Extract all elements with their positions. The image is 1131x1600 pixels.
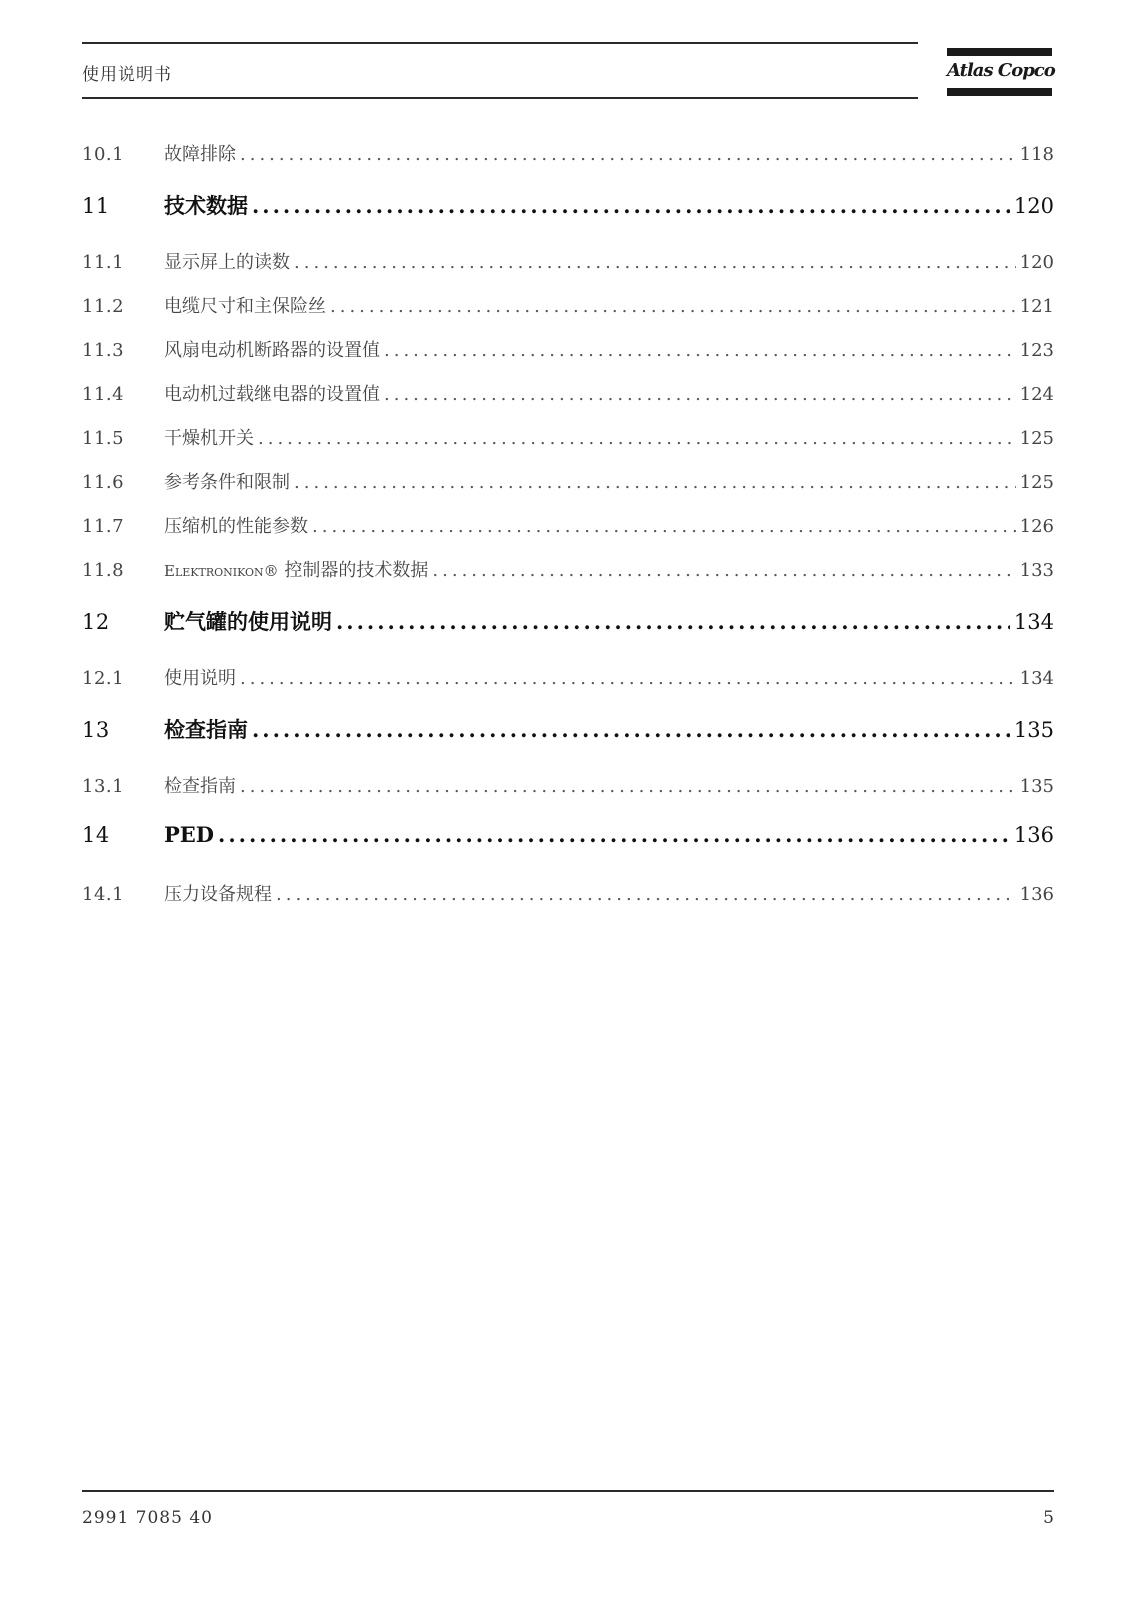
toc-title: 显示屏上的读数 [164,252,290,273]
header-rule-top [82,42,918,44]
toc-entry-11-7[interactable] [82,512,1054,556]
header-title: 使用说明书 [82,65,172,85]
toc-entry-14-1[interactable] [82,880,1054,924]
toc-number: 11.5 [82,428,125,449]
toc-leader-dots [218,822,1010,847]
toc-leader-dots [312,516,1016,537]
logo-text: Atlas Copco [947,60,1055,81]
toc-page-number: 133 [1019,560,1054,581]
toc-title-text: 控制器的技术数据 [278,560,429,581]
toc-page-number: 124 [1019,384,1054,405]
toc-number: 10.1 [82,144,125,165]
toc-number: 11.7 [82,516,125,537]
toc-title: 参考条件和限制 [164,472,290,493]
toc-page-number: 136 [1019,884,1054,905]
toc-title: 技术数据 [164,193,248,218]
toc-entry-11-8[interactable] [82,556,1054,600]
toc-leader-dots [240,668,1016,689]
toc-page-number: 134 [1019,668,1054,689]
page-footer [82,1490,1054,1550]
toc-page-number: 118 [1019,144,1054,165]
toc-page-number: 120 [1013,194,1054,218]
toc-leader-dots [336,609,1010,634]
toc-page-number: 121 [1019,296,1054,317]
page-header [82,42,1082,102]
toc-leader-dots [276,884,1016,905]
toc-title: 检查指南 [164,776,236,797]
toc-entry-11-5[interactable] [82,424,1054,468]
header-rule-bottom [82,97,918,99]
toc-number: 11.8 [82,560,125,581]
toc-number: 14.1 [82,884,125,905]
toc-leader-dots [294,472,1016,493]
toc-page-number: 135 [1019,776,1054,797]
toc-entry-13-1[interactable] [82,772,1054,816]
document-number: 2991 7085 40 [82,1508,213,1528]
footer-rule [82,1490,1054,1492]
toc-title: 电缆尺寸和主保险丝 [164,296,326,317]
toc-page-number: 125 [1019,428,1054,449]
toc-entry-11-3[interactable] [82,336,1054,380]
toc-title: 故障排除 [164,144,236,165]
toc-title: 电动机过载继电器的设置值 [164,384,380,405]
toc-number: 11.4 [82,384,125,405]
table-of-contents [82,140,1054,924]
toc-leader-dots [384,340,1016,361]
toc-leader-dots [258,428,1016,449]
toc-number: 11.6 [82,472,125,493]
toc-number: 11 [82,194,110,218]
toc-title: 压缩机的性能参数 [164,516,308,537]
toc-title: 风扇电动机断路器的设置值 [164,340,380,361]
toc-title [164,556,432,582]
toc-title-brand: Elektronikon® [164,562,279,580]
toc-title: 干燥机开关 [164,428,254,449]
toc-title: 使用说明 [164,668,236,689]
toc-entry-11-4[interactable] [82,380,1054,424]
toc-entry-14[interactable] [82,816,1054,880]
toc-entry-12-1[interactable] [82,664,1054,708]
toc-number: 11.3 [82,340,125,361]
toc-page-number: 135 [1013,718,1054,742]
toc-title: 检查指南 [164,717,248,742]
toc-number: 11.2 [82,296,125,317]
toc-page-number: 134 [1013,610,1054,634]
toc-entry-10-1[interactable] [82,140,1054,184]
toc-entry-13[interactable] [82,708,1054,772]
atlas-copco-logo [947,44,1055,100]
toc-entry-12[interactable] [82,600,1054,664]
toc-entry-11[interactable] [82,184,1054,248]
toc-page-number: 136 [1013,823,1054,847]
logo-bar-top [947,48,1052,56]
toc-number: 12 [82,610,110,634]
toc-number: 12.1 [82,668,125,689]
logo-bar-bottom [947,88,1052,96]
toc-entry-11-6[interactable] [82,468,1054,512]
toc-entry-11-1[interactable] [82,248,1054,292]
toc-entry-11-2[interactable] [82,292,1054,336]
toc-title: 压力设备规程 [164,884,272,905]
toc-page-number: 123 [1019,340,1054,361]
toc-leader-dots [240,776,1016,797]
toc-page-number: 120 [1019,252,1054,273]
toc-title: 贮气罐的使用说明 [164,609,332,634]
toc-leader-dots [252,193,1010,218]
page-number: 5 [1043,1508,1054,1528]
toc-leader-dots [330,296,1016,317]
toc-leader-dots [252,717,1010,742]
toc-number: 13 [82,718,110,742]
toc-title: PED [164,822,215,847]
toc-page-number: 126 [1019,516,1054,537]
toc-page-number: 125 [1019,472,1054,493]
toc-leader-dots [432,560,1015,581]
toc-number: 14 [82,823,110,847]
toc-leader-dots [240,144,1016,165]
toc-number: 13.1 [82,776,125,797]
toc-leader-dots [294,252,1016,273]
toc-leader-dots [384,384,1016,405]
toc-number: 11.1 [82,252,125,273]
